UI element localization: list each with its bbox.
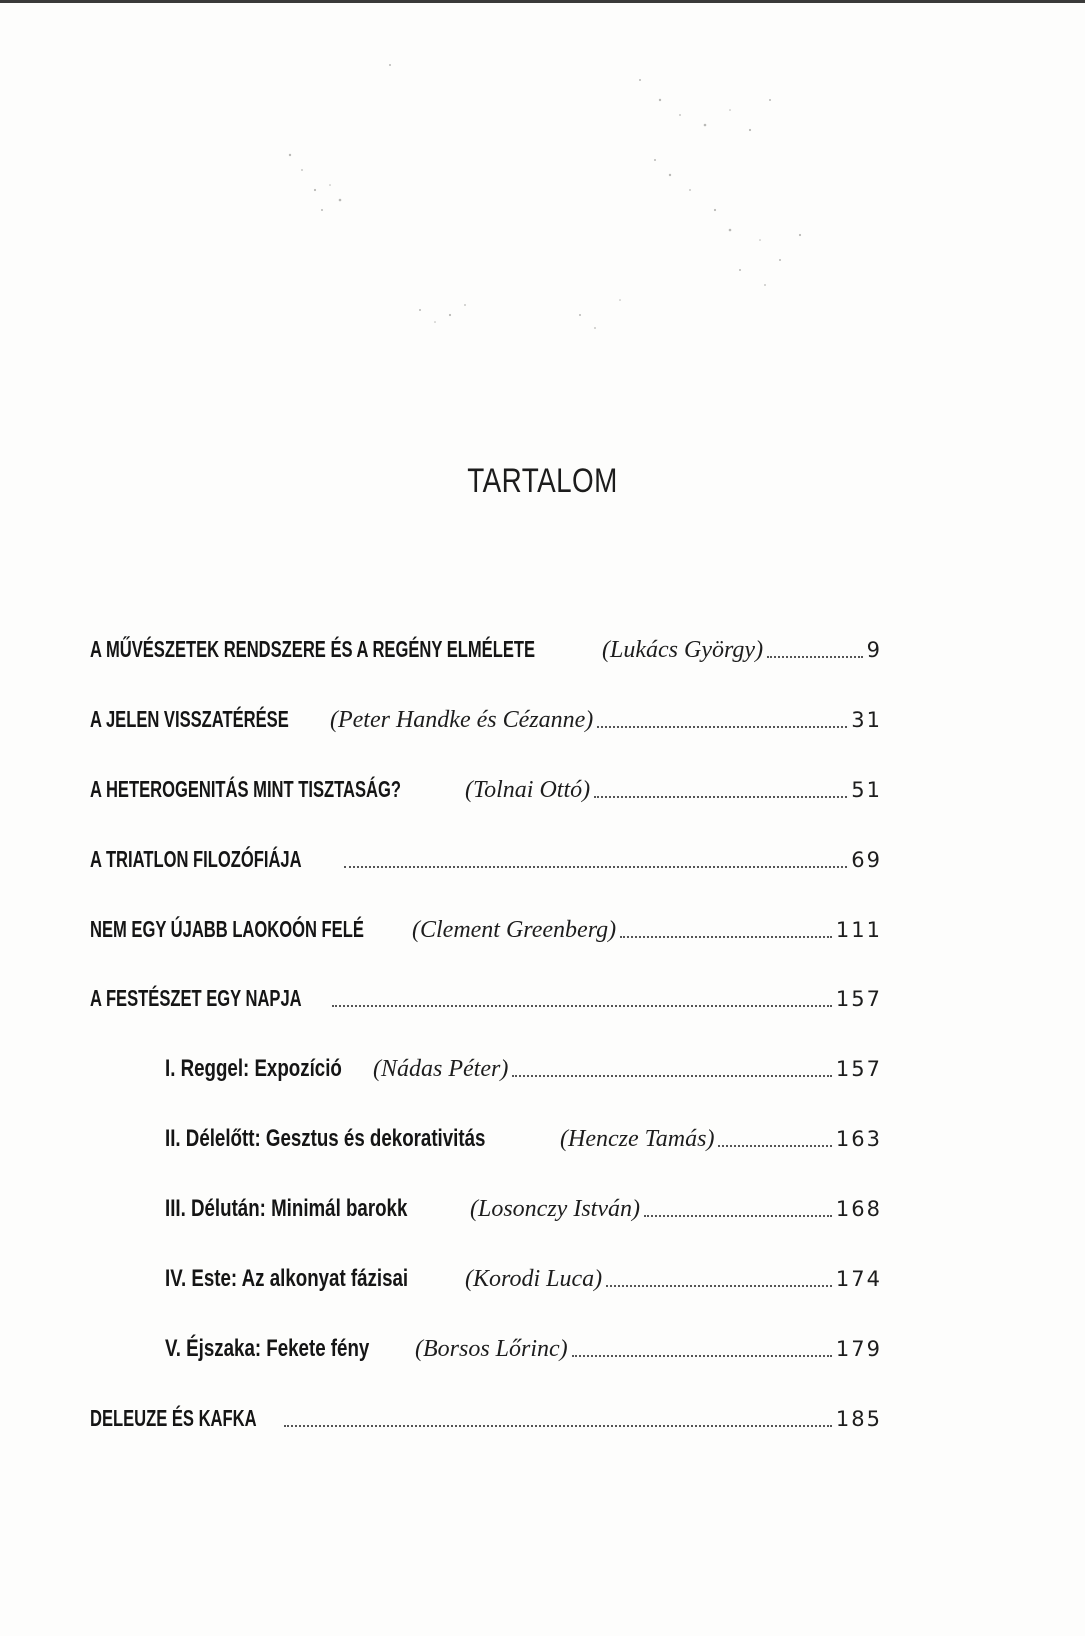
toc-entry-title: NEM EGY ÚJABB LAOKOÓN FELÉ	[90, 916, 364, 942]
toc-entry-leader	[718, 1145, 831, 1147]
toc-entry-title: A FESTÉSZET EGY NAPJA	[90, 985, 302, 1011]
toc-entry-title: A JELEN VISSZATÉRÉSE	[90, 706, 289, 732]
toc-entry-leader	[644, 1215, 832, 1217]
toc-entry-page: 9	[866, 638, 882, 662]
toc-entry-author: (Tolnai Ottó)	[465, 777, 591, 803]
toc-entry-leader	[594, 796, 847, 798]
toc-entry-author: (Peter Handke és Cézanne)	[330, 707, 594, 733]
toc-entry-title: A MŰVÉSZETEK RENDSZERE ÉS A REGÉNY ELMÉLETE	[90, 636, 536, 662]
toc-entry-page: 111	[835, 918, 882, 942]
toc-entry-page: 174	[835, 1267, 882, 1291]
toc-entry-author: (Borsos Lőrinc)	[415, 1336, 568, 1362]
toc-entry-title: III. Délután: Minimál barokk	[165, 1195, 408, 1222]
toc-entry-page: 157	[835, 1057, 882, 1081]
toc-entry-title: I. Reggel: Expozíció	[165, 1055, 342, 1082]
toc-entry-title: V. Éjszaka: Fekete fény	[165, 1335, 370, 1362]
toc-entry-author: (Losonczy István)	[470, 1196, 640, 1222]
toc-subentry	[165, 1335, 882, 1369]
toc-entry-author: (Clement Greenberg)	[412, 917, 617, 943]
toc-entry-page: 168	[835, 1197, 882, 1221]
toc-entry-author: (Nádas Péter)	[373, 1056, 509, 1082]
toc-entry-leader	[284, 1425, 832, 1427]
toc-entry-author: (Lukács György)	[602, 637, 764, 663]
toc-entry	[90, 776, 882, 810]
toc-subentry	[165, 1125, 882, 1159]
toc-entry	[90, 706, 882, 740]
toc-entry-page: 163	[835, 1127, 882, 1151]
toc-entry-title: A HETEROGENITÁS MINT TISZTASÁG?	[90, 776, 401, 802]
toc-entry-leader	[572, 1355, 832, 1357]
toc-entry-page: 51	[851, 778, 882, 802]
toc-entry-leader	[767, 656, 863, 658]
toc-entry-page: 31	[851, 708, 882, 732]
toc-entry-leader	[344, 866, 847, 868]
toc-entry-page: 69	[851, 848, 882, 872]
toc-entry-author: (Hencze Tamás)	[560, 1126, 715, 1152]
toc-entry-title: II. Délelőtt: Gesztus és dekorativitás	[165, 1125, 486, 1152]
toc-entry-leader	[512, 1075, 832, 1077]
toc-entry-title: DELEUZE ÉS KAFKA	[90, 1405, 257, 1431]
toc-entry-leader	[620, 936, 832, 938]
page-title: TARTALOM	[467, 462, 618, 500]
toc-entry	[90, 1405, 882, 1439]
toc-entry-title: A TRIATLON FILOZÓFIÁJA	[90, 846, 302, 872]
toc-entry-author: (Korodi Luca)	[465, 1266, 603, 1292]
toc-entry-page: 185	[835, 1407, 882, 1431]
toc-entry-page: 157	[835, 987, 882, 1011]
toc-subentry	[165, 1265, 882, 1299]
toc-entry-leader	[332, 1005, 832, 1007]
toc-entry	[90, 985, 882, 1019]
toc-entry	[90, 916, 882, 950]
toc-entry-page: 179	[835, 1337, 882, 1361]
toc-subentry	[165, 1055, 882, 1089]
toc-entry-leader	[597, 726, 847, 728]
toc-entry	[90, 846, 882, 880]
toc-entry-title: IV. Este: Az alkonyat fázisai	[165, 1265, 409, 1292]
toc-entry-leader	[606, 1285, 832, 1287]
toc-entry	[90, 636, 882, 670]
toc-subentry	[165, 1195, 882, 1229]
